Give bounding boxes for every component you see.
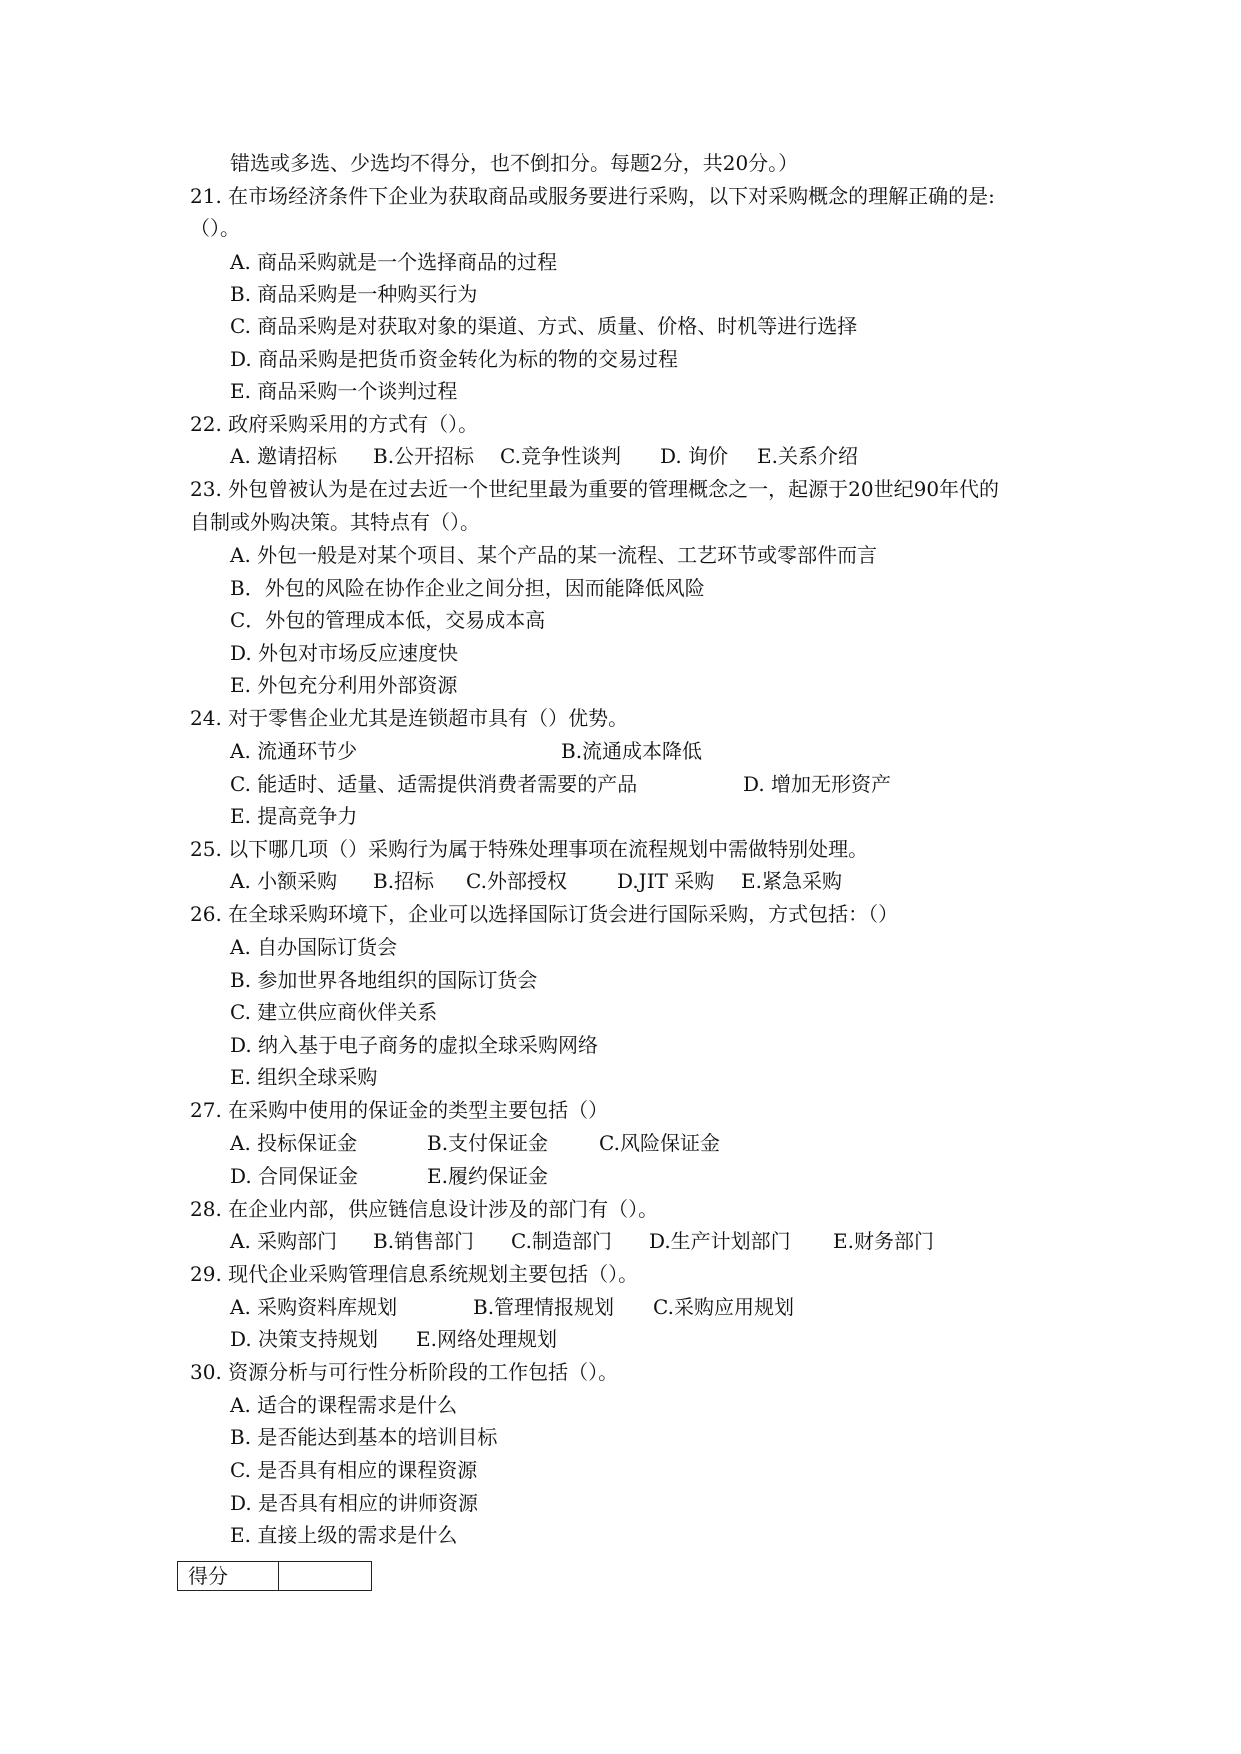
question-23-option-e: E. 外包充分利用外部资源 — [230, 673, 458, 697]
question-27-option-b: B.支付保证金 — [427, 1131, 549, 1155]
question-24-option-b: B.流通成本降低 — [561, 739, 703, 763]
question-26-option-a: A. 自办国际订货会 — [230, 935, 398, 959]
question-28-option-a: A. 采购部门 — [230, 1229, 338, 1253]
question-28-option-b: B.销售部门 — [373, 1229, 475, 1253]
question-27-option-a: A. 投标保证金 — [230, 1131, 358, 1155]
question-24-option-d: D. 增加无形资产 — [743, 772, 892, 796]
question-27-option-e: E.履约保证金 — [427, 1164, 548, 1188]
score-row — [178, 1562, 372, 1591]
question-26-option-d: D. 纳入基于电子商务的虚拟全球采购网络 — [230, 1033, 599, 1057]
question-23-option-b: B．外包的风险在协作企业之间分担，因而能降低风险 — [230, 576, 705, 600]
question-25-option-a: A. 小额采购 — [230, 869, 338, 893]
question-29-option-c: C.采购应用规划 — [653, 1295, 794, 1319]
question-29-option-b: B.管理情报规划 — [473, 1295, 615, 1319]
question-28-option-c: C.制造部门 — [511, 1229, 612, 1253]
question-23-option-c: C．外包的管理成本低，交易成本高 — [230, 608, 546, 632]
question-25-option-b: B.招标 — [373, 869, 435, 893]
question-30-option-c: C. 是否具有相应的课程资源 — [230, 1458, 478, 1482]
question-23-stem-cont: 自制或外购决策。其特点有（）。 — [190, 510, 480, 534]
question-30-option-e: E. 直接上级的需求是什么 — [230, 1523, 458, 1547]
question-21-stem: 21. 在市场经济条件下企业为获取商品或服务要进行采购，以下对采购概念的理解正确的是: — [190, 184, 995, 208]
question-26-option-b: B. 参加世界各地组织的国际订货会 — [230, 968, 538, 992]
question-21-option-d: D. 商品采购是把货币资金转化为标的物的交易过程 — [230, 347, 679, 371]
score-table — [177, 1561, 372, 1591]
question-24-stem: 24. 对于零售企业尤其是连锁超市具有（）优势。 — [190, 706, 629, 730]
question-21-option-b: B. 商品采购是一种购买行为 — [230, 282, 478, 306]
question-30-option-b: B. 是否能达到基本的培训目标 — [230, 1425, 498, 1449]
question-26-stem: 26. 在全球采购环境下，企业可以选择国际订货会进行国际采购，方式包括：（） — [190, 902, 899, 926]
question-23-stem: 23. 外包曾被认为是在过去近一个世纪里最为重要的管理概念之一，起源于20世纪90年代的 — [190, 477, 1000, 501]
question-29-option-e: E.网络处理规划 — [416, 1327, 557, 1351]
question-24-option-e: E. 提高竞争力 — [230, 804, 358, 828]
question-28-option-d: D.生产计划部门 — [649, 1229, 791, 1253]
question-25-option-d: D.JIT 采购 — [617, 869, 715, 893]
question-22-option-c: C.竞争性谈判 — [500, 444, 621, 468]
question-22-option-a: A. 邀请招标 — [230, 444, 338, 468]
question-21-option-e: E. 商品采购一个谈判过程 — [230, 379, 458, 403]
question-26-option-e: E. 组织全球采购 — [230, 1065, 378, 1089]
score-value-cell[interactable] — [279, 1562, 372, 1591]
section-instruction-tail: 错选或多选、少选均不得分，也不倒扣分。每题2分，共20分。） — [230, 151, 799, 175]
question-30-stem: 30. 资源分析与可行性分析阶段的工作包括（）。 — [190, 1360, 619, 1384]
question-28-option-e: E.财务部门 — [833, 1229, 934, 1253]
question-23-option-a: A. 外包一般是对某个项目、某个产品的某一流程、工艺环节或零部件而言 — [230, 543, 878, 567]
question-24-option-a: A. 流通环节少 — [230, 739, 358, 763]
question-21-option-c: C. 商品采购是对获取对象的渠道、方式、质量、价格、时机等进行选择 — [230, 314, 858, 338]
question-23-option-d: D. 外包对市场反应速度快 — [230, 641, 459, 665]
question-21-option-a: A. 商品采购就是一个选择商品的过程 — [230, 250, 558, 274]
question-28-stem: 28. 在企业内部，供应链信息设计涉及的部门有（）。 — [190, 1197, 659, 1221]
question-25-stem: 25. 以下哪几项（）采购行为属于特殊处理事项在流程规划中需做特别处理。 — [190, 837, 869, 861]
question-27-stem: 27. 在采购中使用的保证金的类型主要包括（） — [190, 1098, 609, 1122]
question-27-option-d: D. 合同保证金 — [230, 1164, 359, 1188]
question-22-option-b: B.公开招标 — [373, 444, 475, 468]
question-22-stem: 22. 政府采购采用的方式有（）。 — [190, 412, 479, 436]
question-24-option-c: C. 能适时、适量、适需提供消费者需要的产品 — [230, 772, 638, 796]
question-29-stem: 29. 现代企业采购管理信息系统规划主要包括（）。 — [190, 1262, 639, 1286]
question-26-option-c: C. 建立供应商伙伴关系 — [230, 1000, 438, 1024]
question-22-option-d: D. 询价 — [660, 444, 729, 468]
question-25-option-c: C.外部授权 — [466, 869, 567, 893]
question-27-option-c: C.风险保证金 — [599, 1131, 720, 1155]
question-29-option-d: D. 决策支持规划 — [230, 1327, 379, 1351]
score-label: 得分 — [178, 1562, 279, 1591]
question-25-option-e: E.紧急采购 — [741, 869, 842, 893]
question-22-option-e: E.关系介绍 — [757, 444, 858, 468]
question-30-option-a: A. 适合的课程需求是什么 — [230, 1393, 458, 1417]
question-30-option-d: D. 是否具有相应的讲师资源 — [230, 1491, 479, 1515]
question-29-option-a: A. 采购资料库规划 — [230, 1295, 398, 1319]
question-21-stem-cont: （）。 — [190, 216, 240, 240]
